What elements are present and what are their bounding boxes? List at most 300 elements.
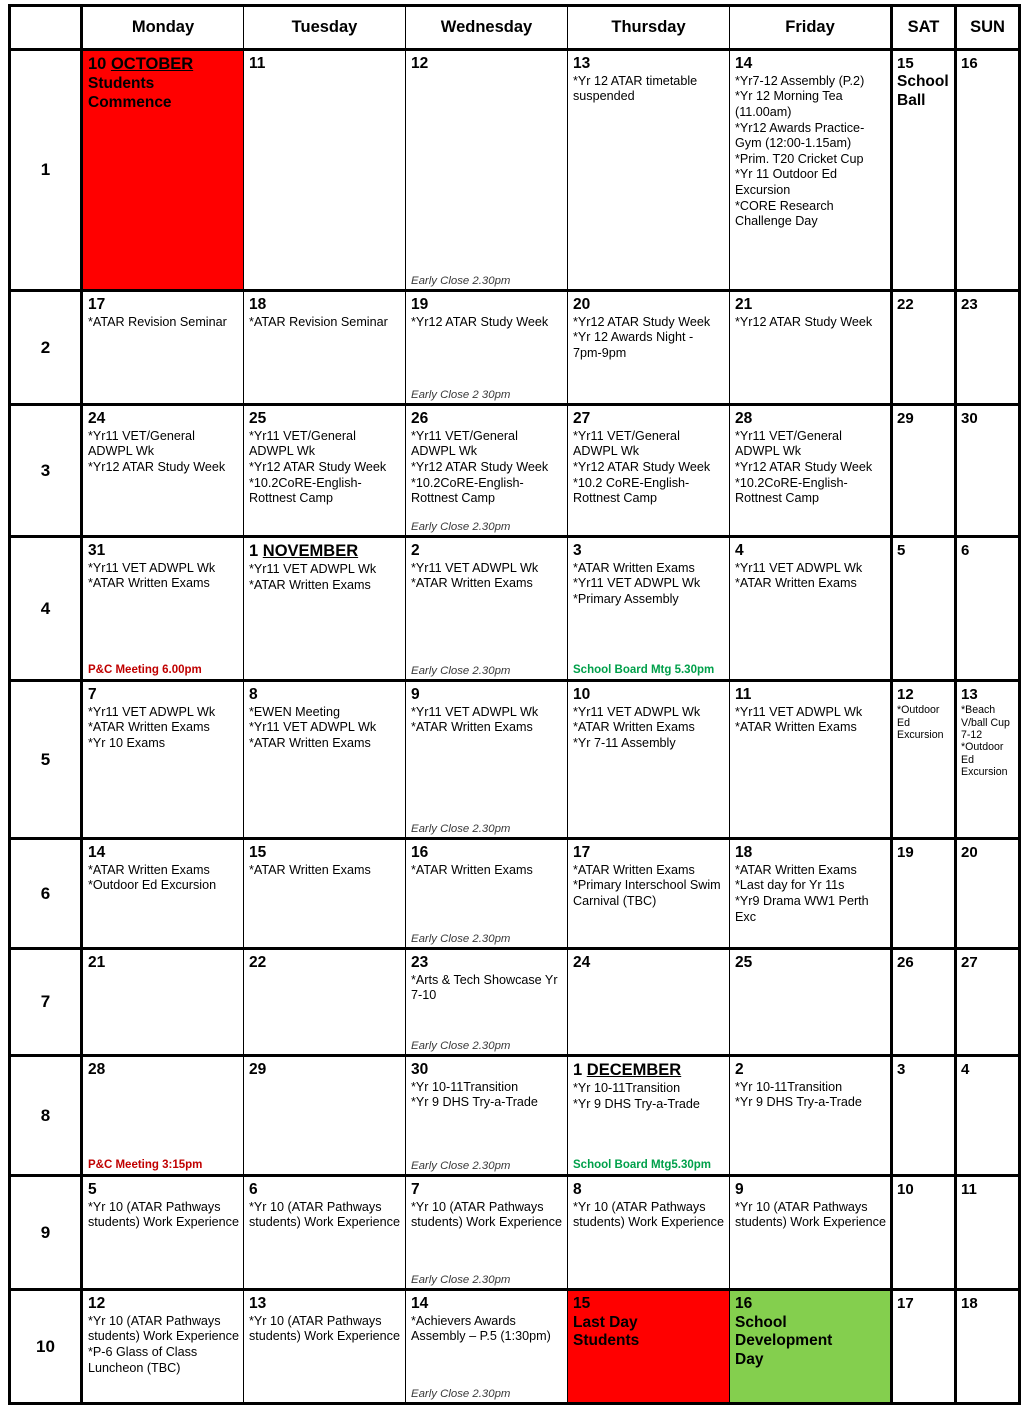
meeting-note: School Board Mtg 5.30pm [573,663,715,676]
day-cell[interactable] [244,1056,406,1176]
day-number [88,844,239,862]
day-number [897,686,951,703]
day-cell[interactable] [568,839,730,949]
day-number [88,296,239,314]
day-cell[interactable] [956,949,1020,1056]
day-number [573,686,725,704]
day-number [897,1181,951,1198]
day-cell[interactable] [406,949,568,1056]
day-number-value: 18 [735,844,753,861]
event-item: *Yr11 VET/General ADWPL Wk [735,428,842,459]
column-header-wednesday: Wednesday [406,6,568,50]
event-list [411,973,563,1004]
day-highlight-text [735,1314,886,1370]
day-cell[interactable] [568,1056,730,1176]
day-cell[interactable] [406,50,568,291]
day-cell[interactable] [892,839,956,949]
day-number-value: 16 [411,844,429,861]
event-list [411,1080,563,1111]
week-number-cell: 9 [10,1176,82,1290]
early-close-note: Early Close 2.30pm [411,275,511,287]
day-number [897,55,951,72]
event-item: *Outdoor Ed Excursion [897,704,944,742]
meeting-note: School Board Mtg5.30pm [573,1158,712,1171]
day-number [249,55,401,73]
highlight-line: Development [735,1332,833,1350]
event-item: *Yr11 VET ADWPL Wk [88,560,216,575]
early-close-note: Early Close 2.30pm [411,1274,511,1286]
day-cell[interactable] [406,537,568,681]
event-item: *Beach V/ball Cup 7-12 [961,704,1010,742]
day-number-value: 13 [249,1295,267,1312]
day-cell[interactable] [82,50,244,291]
event-item: *Arts & Tech Showcase Yr 7-10 [411,972,558,1003]
day-number-value: 9 [735,1181,744,1198]
day-number [961,55,1015,72]
event-item: *Yr12 ATAR Study Week [411,460,549,475]
event-item: *ATAR Written Exams [249,862,371,877]
event-item: *10.2CoRE-English-Rottnest Camp [735,475,848,506]
event-item: *P-6 Glass of Class Luncheon (TBC) [88,1345,198,1375]
event-list [735,315,886,331]
day-number-value: 12 [897,686,914,703]
day-number [88,1295,239,1313]
day-cell[interactable] [892,681,956,839]
day-number-value: 30 [961,410,978,427]
day-number [249,296,401,314]
day-cell[interactable] [892,405,956,537]
early-close-note: Early Close 2 30pm [411,389,511,401]
day-number-value: 20 [961,844,978,861]
event-item: *Yr12 Awards Practice-Gym (12:00-1.15am) [735,120,865,151]
event-item: *ATAR Written Exams [88,862,210,877]
event-item: *Yr 9 DHS Try-a-Trade [411,1095,538,1110]
day-cell[interactable] [406,1176,568,1290]
day-number-value: 11 [961,1181,977,1198]
day-cell[interactable] [244,839,406,949]
day-number-value: 8 [573,1181,582,1198]
event-list [573,705,725,752]
early-close-note: Early Close 2.30pm [411,521,511,533]
day-number [573,1181,725,1199]
day-cell[interactable] [406,1290,568,1404]
day-number-value: 19 [897,844,914,861]
day-cell[interactable] [406,1056,568,1176]
day-cell[interactable] [730,50,892,291]
day-cell[interactable] [244,537,406,681]
event-list [735,74,886,230]
event-list [411,705,563,736]
day-number [411,686,563,704]
event-item: *ATAR Written Exams [573,862,695,877]
day-number-value: 24 [573,954,591,971]
day-cell[interactable] [244,50,406,291]
day-cell[interactable] [730,1056,892,1176]
day-cell[interactable] [82,1290,244,1404]
event-list [249,429,401,507]
day-number [411,954,563,972]
event-item: *Yr 10 (ATAR Pathways students) Work Experience [573,1199,724,1230]
day-number-value: 14 [88,844,106,861]
day-number-value: 2 [411,542,420,559]
day-cell[interactable] [568,537,730,681]
day-cell[interactable] [892,1056,956,1176]
event-item: *Yr11 VET ADWPL Wk [735,704,863,719]
day-number-value: 5 [88,1181,97,1198]
day-number-value: 30 [411,1061,429,1078]
event-item: *Yr12 ATAR Study Week [88,460,226,475]
event-item: *Yr 10 (ATAR Pathways students) Work Experience [411,1199,562,1230]
week-number-cell: 3 [10,405,82,537]
event-list [735,561,886,592]
day-number [411,844,563,862]
day-cell[interactable] [244,681,406,839]
day-number [897,954,951,971]
event-list [88,1314,239,1376]
day-number [735,296,886,314]
day-number [88,1061,239,1079]
event-list [573,1200,725,1231]
day-number [573,844,725,862]
day-number [961,410,1015,427]
event-list [735,429,886,507]
day-number [411,542,563,560]
event-item: *Achievers Awards Assembly – P.5 (1:30pm) [411,1313,551,1344]
highlight-line: Day [735,1351,764,1368]
highlight-line: Last Day [573,1313,638,1331]
event-list [249,1314,401,1345]
day-cell[interactable] [892,50,956,291]
day-number-value: 10 [88,55,107,73]
event-item: *Yr 10 (ATAR Pathways students) Work Experience [735,1199,886,1230]
day-number-value: 6 [249,1181,258,1198]
event-list [735,1200,886,1231]
day-cell[interactable] [82,537,244,681]
event-item: *Yr 12 Awards Night - 7pm-9pm [573,330,694,361]
calendar-body [10,50,1020,1404]
day-cell[interactable] [892,291,956,405]
day-cell[interactable] [956,291,1020,405]
event-list [573,429,725,507]
day-cell[interactable] [956,681,1020,839]
week-row [10,839,1020,949]
month-label: NOVEMBER [262,542,359,560]
event-item: *ATAR Written Exams [411,862,533,877]
highlight-line: Ball [897,91,926,109]
day-cell[interactable] [892,537,956,681]
day-number-value: 4 [735,542,744,559]
event-item: *EWEN Meeting [249,704,340,719]
day-number-value: 1 [249,542,259,560]
day-cell[interactable] [244,949,406,1056]
week-column-header [10,6,82,50]
event-list [735,1080,886,1111]
day-number-value: 5 [897,542,906,559]
day-number [88,686,239,704]
event-item: *ATAR Revision Seminar [249,314,388,329]
day-cell[interactable] [730,537,892,681]
day-number-value: 29 [897,410,914,427]
day-number [411,1181,563,1199]
day-number [897,296,951,313]
event-list [735,705,886,736]
day-number [735,410,886,428]
day-cell[interactable] [956,1290,1020,1404]
day-number-value: 9 [411,686,420,703]
event-list [411,1200,563,1231]
event-item: *Yr 10 Exams [88,736,165,751]
event-item: *Yr 12 ATAR timetable suspended [573,73,698,104]
day-cell[interactable] [82,291,244,405]
day-number-value: 16 [735,1295,753,1312]
day-number-value: 31 [88,542,106,559]
day-number [735,542,886,560]
event-item: *Yr 11 Outdoor Ed Excursion [735,167,837,198]
event-list [897,704,951,741]
column-header-thursday: Thursday [568,6,730,50]
day-cell[interactable] [892,1176,956,1290]
day-number-value: 28 [735,410,753,427]
event-list [88,315,239,331]
week-row [10,291,1020,405]
day-number [249,410,401,428]
event-item: *Primary Interschool Swim Carnival (TBC) [573,878,721,909]
event-list [573,315,725,362]
day-cell[interactable] [956,1056,1020,1176]
day-cell[interactable] [406,405,568,537]
day-number [573,55,725,73]
calendar-header-row [10,6,1020,50]
day-number-value: 7 [88,686,97,703]
day-cell[interactable] [82,405,244,537]
day-cell[interactable] [82,681,244,839]
event-item: *10.2CoRE-English-Rottnest Camp [411,475,524,506]
day-cell[interactable] [568,1176,730,1290]
meeting-note: P&C Meeting 3:15pm [88,1158,203,1171]
day-cell[interactable] [730,681,892,839]
day-number [573,1061,725,1080]
day-number-value: 19 [411,296,429,313]
day-number-value: 15 [249,844,267,861]
day-number-value: 13 [961,686,978,703]
week-number-cell: 4 [10,537,82,681]
early-close-note: Early Close 2.30pm [411,665,511,677]
day-cell[interactable] [730,1290,892,1404]
event-list [249,863,401,879]
day-number-value: 11 [249,55,266,72]
day-number-value: 21 [735,296,753,313]
day-cell[interactable] [406,291,568,405]
day-cell[interactable] [568,50,730,291]
day-cell[interactable] [568,291,730,405]
day-number [735,954,886,972]
day-cell[interactable] [892,949,956,1056]
day-cell[interactable] [568,405,730,537]
day-number-value: 24 [88,410,106,427]
day-cell[interactable] [244,291,406,405]
day-cell[interactable] [730,839,892,949]
week-row [10,1176,1020,1290]
day-number-value: 3 [573,542,582,559]
meeting-note: P&C Meeting 6.00pm [88,663,202,676]
day-cell[interactable] [892,1290,956,1404]
week-row [10,1290,1020,1404]
day-cell[interactable] [82,1056,244,1176]
day-number-value: 18 [961,1295,978,1312]
day-cell[interactable] [956,839,1020,949]
day-number [411,1061,563,1079]
event-item: *Yr11 VET ADWPL Wk [88,704,216,719]
day-number [961,844,1015,861]
event-item: *Yr9 Drama WW1 Perth Exc [735,894,869,924]
event-item: *Yr12 ATAR Study Week [735,314,873,329]
week-number-cell: 1 [10,50,82,291]
day-number-value: 22 [249,954,267,971]
day-number [88,1181,239,1199]
day-number-value: 15 [897,55,914,72]
day-number-value: 1 [573,1061,583,1079]
event-item: *Outdoor Ed Excursion [88,878,217,893]
event-item: *Yr11 VET/General ADWPL Wk [573,428,680,459]
event-item: *Yr12 ATAR Study Week [411,314,549,329]
day-cell[interactable] [956,50,1020,291]
event-list [573,74,725,105]
event-item: *Yr12 ATAR Study Week [249,460,387,475]
event-item: *ATAR Written Exams [88,576,210,591]
event-item: *ATAR Written Exams [735,576,857,591]
event-item: *Yr11 VET ADWPL Wk [411,704,539,719]
event-item: *10.2CoRE-English-Rottnest Camp [249,475,362,506]
event-item: *Yr 10 (ATAR Pathways students) Work Experience [249,1313,400,1344]
month-label: OCTOBER [110,55,194,73]
day-number [411,296,563,314]
event-item: *Yr 9 DHS Try-a-Trade [573,1096,700,1111]
event-item: *Yr11 VET ADWPL Wk [249,561,377,576]
column-header-sat: SAT [892,6,956,50]
day-number [961,686,1015,703]
event-list [88,705,239,752]
day-number-value: 17 [88,296,106,313]
day-number [735,1061,886,1079]
event-list [88,561,239,592]
event-item: *Yr11 VET ADWPL Wk [573,704,701,719]
day-number [573,542,725,560]
day-number-value: 3 [897,1061,906,1078]
week-row [10,1056,1020,1176]
day-number-value: 11 [735,686,752,703]
day-number [961,1295,1015,1312]
day-number [411,1295,563,1313]
event-item: *Yr11 VET ADWPL Wk [249,720,377,735]
day-number [897,1295,951,1312]
day-number-value: 13 [573,55,591,72]
event-item: *Yr12 ATAR Study Week [573,314,711,329]
day-number-value: 16 [961,55,978,72]
event-list [249,705,401,752]
day-cell[interactable] [730,949,892,1056]
event-list [88,429,239,476]
event-item: *Yr 10 (ATAR Pathways students) Work Experience [249,1199,400,1230]
day-number [88,55,239,74]
day-cell[interactable] [82,1176,244,1290]
day-number [573,296,725,314]
day-number-value: 18 [249,296,267,313]
day-number [573,1295,725,1313]
day-number [411,410,563,428]
day-number [249,542,401,561]
day-number-value: 10 [897,1181,914,1198]
day-number [249,686,401,704]
event-list [88,863,239,894]
day-number [249,954,401,972]
event-item: *Yr11 VET/General ADWPL Wk [249,428,356,459]
day-number-value: 2 [735,1061,744,1078]
event-list [249,1200,401,1231]
event-list [573,863,725,910]
event-item: *Yr11 VET/General ADWPL Wk [411,428,518,459]
day-cell[interactable] [244,405,406,537]
day-cell[interactable] [568,681,730,839]
day-cell[interactable] [244,1176,406,1290]
event-item: *Yr7-12 Assembly (P.2) [735,73,865,88]
day-cell[interactable] [406,681,568,839]
day-cell[interactable] [956,405,1020,537]
day-number-value: 10 [573,686,591,703]
day-number [961,1181,1015,1198]
event-item: *ATAR Written Exams [735,720,857,735]
day-cell[interactable] [82,949,244,1056]
week-number-cell: 2 [10,291,82,405]
day-number [961,296,1015,313]
event-item: *ATAR Revision Seminar [88,314,227,329]
week-number-cell: 5 [10,681,82,839]
day-number [897,1061,951,1078]
day-cell[interactable] [730,405,892,537]
event-item: *Yr 7-11 Assembly [573,736,676,751]
event-item: *ATAR Written Exams [411,720,533,735]
day-number [249,844,401,862]
day-number-value: 23 [411,954,429,971]
day-number-value: 21 [88,954,106,971]
day-cell[interactable] [568,1290,730,1404]
event-list [411,1314,563,1345]
event-list [411,315,563,331]
day-cell[interactable] [406,839,568,949]
event-list [411,863,563,879]
day-cell[interactable] [956,537,1020,681]
event-item: *ATAR Written Exams [249,577,371,592]
event-item: *Yr 10 (ATAR Pathways students) Work Experience [88,1199,239,1230]
event-item: Students [88,74,155,92]
day-number-value: 12 [88,1295,106,1312]
day-cell[interactable] [730,1176,892,1290]
day-cell[interactable] [730,291,892,405]
early-close-note: Early Close 2.30pm [411,823,511,835]
event-list [88,75,239,112]
event-item: *ATAR Written Exams [573,720,695,735]
month-label: DECEMBER [586,1061,682,1079]
day-cell[interactable] [956,1176,1020,1290]
day-cell[interactable] [244,1290,406,1404]
day-cell[interactable] [568,949,730,1056]
day-number-value: 27 [573,410,591,427]
day-number [88,954,239,972]
day-number [249,1295,401,1313]
event-item: *Yr12 ATAR Study Week [735,460,873,475]
event-item: *CORE Research Challenge Day [735,198,834,229]
highlight-line: Students [573,1332,640,1350]
day-cell[interactable] [82,839,244,949]
